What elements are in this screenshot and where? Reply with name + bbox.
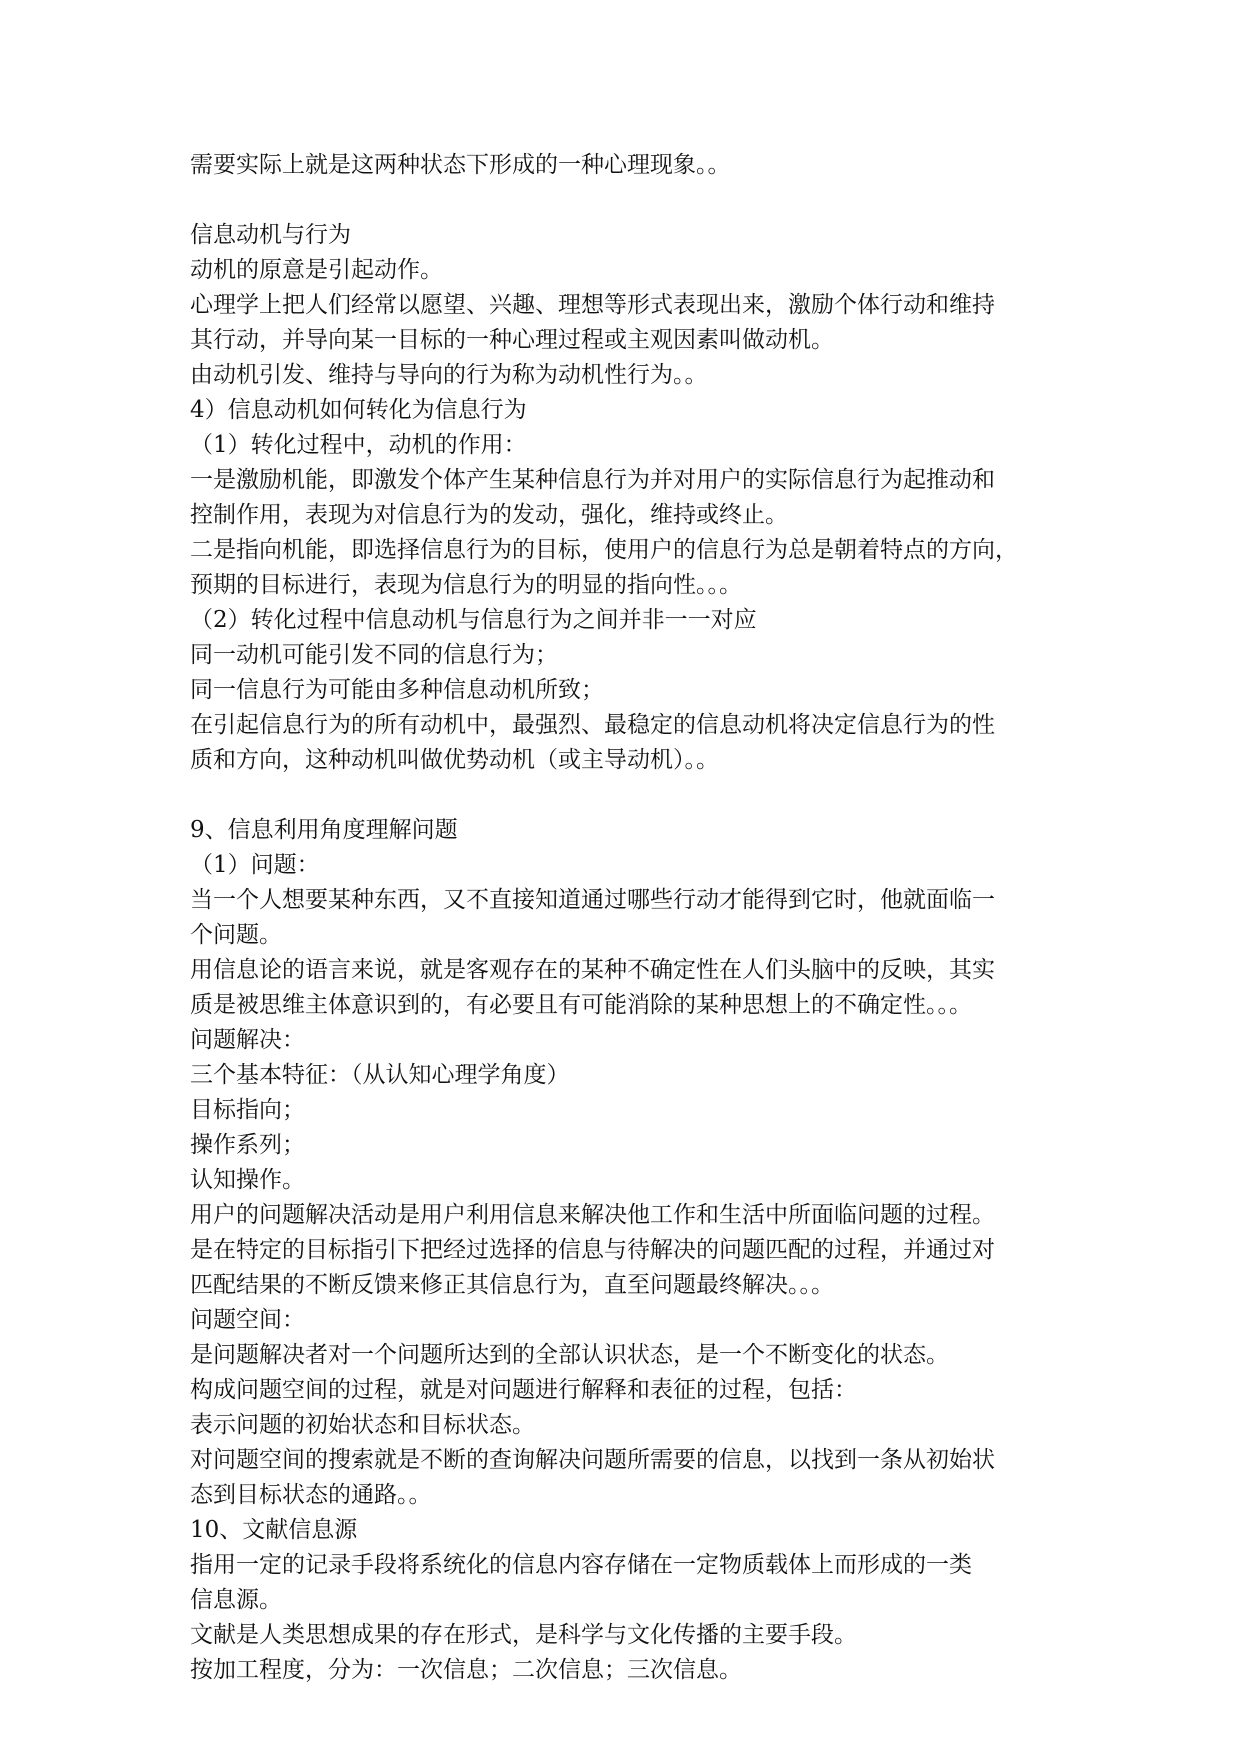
text-line: 其行动，并导向某一目标的一种心理过程或主观因素叫做动机。 [190,327,834,353]
text-line: 质是被思维主体意识到的，有必要且有可能消除的某种思想上的不确定性。。。 [190,992,972,1018]
text-line: 操作系列； [190,1132,305,1158]
text-line: （1）转化过程中，动机的作用： [190,432,527,458]
blank-line [190,778,1060,813]
text-line: 用信息论的语言来说，就是客观存在的某种不确定性在人们头脑中的反映，其实 [190,957,995,983]
text-line: 匹配结果的不断反馈来修正其信息行为，直至问题最终解决。。。 [190,1272,834,1298]
text-line: 在引起信息行为的所有动机中，最强烈、最稳定的信息动机将决定信息行为的性 [190,712,995,738]
text-line: 心理学上把人们经常以愿望、兴趣、理想等形式表现出来，激励个体行动和维持 [190,292,995,318]
text-line: 表示问题的初始状态和目标状态。 [190,1412,535,1438]
text-line: 信息动机与行为 [190,222,351,248]
text-line: 认知操作。 [190,1167,305,1193]
text-line: 态到目标状态的通路。。 [190,1482,432,1508]
text-line: 9、信息利用角度理解问题 [190,817,458,843]
text-line: 三个基本特征：（从认知心理学角度） [190,1062,570,1088]
text-line: 一是激励机能，即激发个体产生某种信息行为并对用户的实际信息行为起推动和 [190,467,995,493]
text-line: 问题解决： [190,1027,305,1053]
text-line: 10、文献信息源 [190,1517,358,1543]
text-line: 当一个人想要某种东西，又不直接知道通过哪些行动才能得到它时，他就面临一 [190,887,995,913]
text-line: 控制作用，表现为对信息行为的发动，强化，维持或终止。 [190,502,788,528]
text-line: 二是指向机能，即选择信息行为的目标，使用户的信息行为总是朝着特点的方向， [190,537,1018,563]
text-line: 对问题空间的搜索就是不断的查询解决问题所需要的信息，以找到一条从初始状 [190,1447,995,1473]
text-line: 由动机引发、维持与导向的行为称为动机性行为。。 [190,362,708,388]
text-line: 是在特定的目标指引下把经过选择的信息与待解决的问题匹配的过程，并通过对 [190,1237,995,1263]
text-line: 用户的问题解决活动是用户利用信息来解决他工作和生活中所面临问题的过程。 [190,1202,995,1228]
text-line: 问题空间： [190,1307,305,1333]
text-line: 预期的目标进行，表现为信息行为的明显的指向性。。。 [190,572,742,598]
text-line: 文献是人类思想成果的存在形式，是科学与文化传播的主要手段。 [190,1622,857,1648]
text-line: 动机的原意是引起动作。 [190,257,443,283]
text-line: 质和方向，这种动机叫做优势动机（或主导动机）。。 [190,747,719,773]
blank-line [190,183,1060,218]
text-line: 4）信息动机如何转化为信息行为 [190,397,527,423]
text-line: 信息源。 [190,1587,282,1613]
text-line: 构成问题空间的过程，就是对问题进行解释和表征的过程，包括： [190,1377,857,1403]
text-line: 同一动机可能引发不同的信息行为； [190,642,558,668]
text-line: 是问题解决者对一个问题所达到的全部认识状态，是一个不断变化的状态。 [190,1342,949,1368]
document-body [190,148,1060,1688]
text-line: 同一信息行为可能由多种信息动机所致； [190,677,604,703]
text-line: 指用一定的记录手段将系统化的信息内容存储在一定物质载体上而形成的一类 [190,1552,972,1578]
text-line: 个问题。 [190,922,282,948]
text-line: 按加工程度，分为：一次信息；二次信息；三次信息。 [190,1657,742,1683]
text-line: 目标指向； [190,1097,305,1123]
text-line: （1）问题： [190,852,320,878]
text-line: （2）转化过程中信息动机与信息行为之间并非一一对应 [190,607,757,633]
text-line: 需要实际上就是这两种状态下形成的一种心理现象。。 [190,152,731,178]
